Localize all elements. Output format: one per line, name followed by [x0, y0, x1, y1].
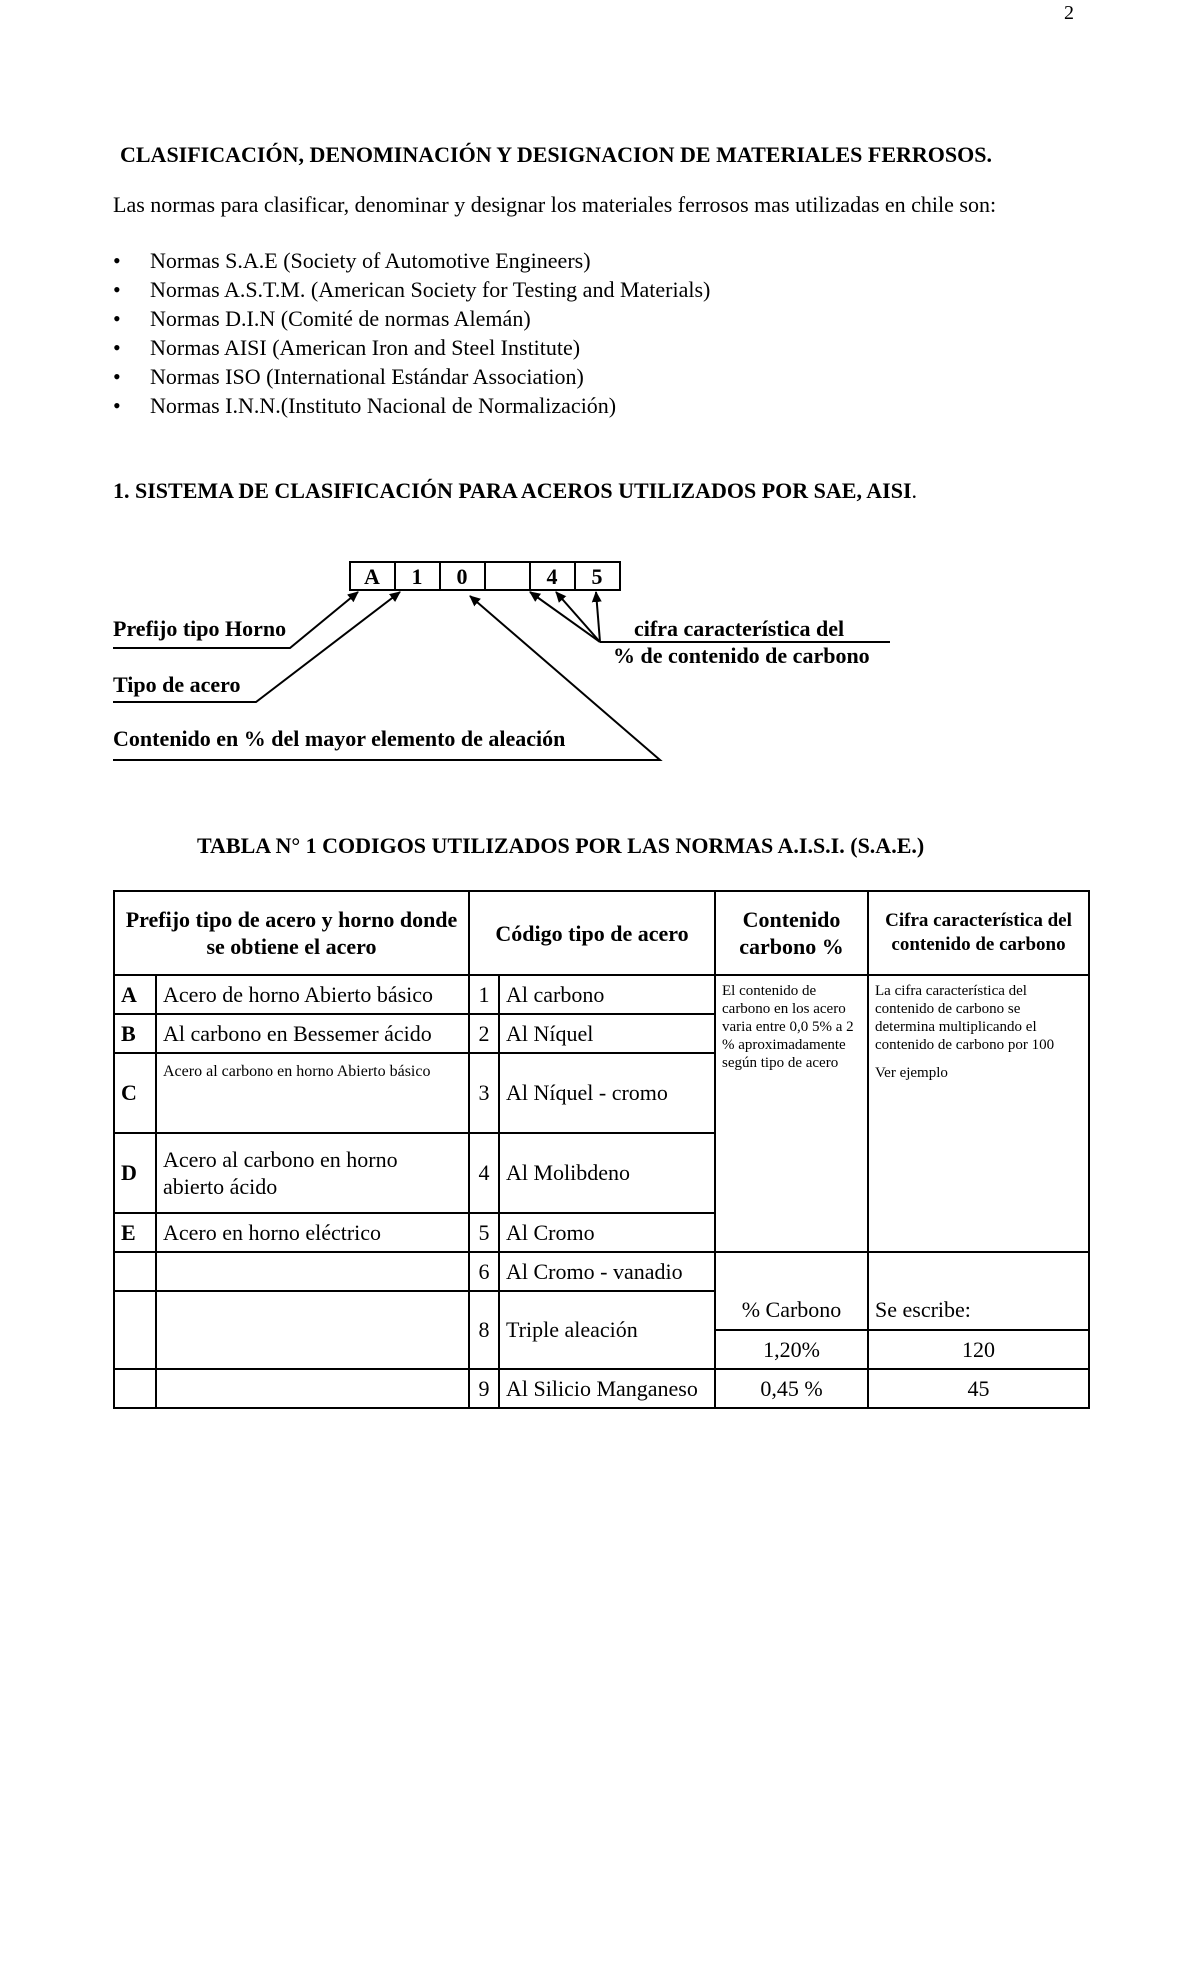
- row-prefijo: Acero de horno Abierto básico: [156, 975, 469, 1014]
- row-num: 3: [469, 1053, 499, 1133]
- cifra-arrow-1: [530, 592, 600, 642]
- row-prefijo: [156, 1369, 469, 1408]
- norm-text: Normas AISI (American Iron and Steel Institute): [150, 335, 581, 360]
- header-contenido: Contenido carbono %: [715, 891, 868, 975]
- row-letter: [114, 1291, 156, 1369]
- row-prefijo: Acero en horno eléctrico: [156, 1213, 469, 1252]
- example-carbono: 1,20%: [715, 1330, 868, 1369]
- header-cifra: Cifra característica del contenido de carbono: [868, 891, 1089, 975]
- codes-table: [113, 890, 1090, 1409]
- bullet-icon: •: [113, 335, 121, 360]
- label-cifra-1: cifra característica del: [634, 616, 845, 641]
- code-digit: 4: [546, 564, 558, 589]
- row-num: 1: [469, 975, 499, 1014]
- table-row: [114, 1291, 1089, 1330]
- row-letter: D: [114, 1133, 156, 1213]
- code-digit: 5: [591, 564, 603, 589]
- bullet-icon: •: [113, 306, 121, 331]
- header-prefijo: Prefijo tipo de acero y horno donde se obtiene el acero: [114, 891, 469, 975]
- bullet-icon: •: [113, 277, 121, 302]
- code-digit: 1: [411, 564, 423, 589]
- cifra-arrow-3: [596, 592, 600, 642]
- row-prefijo: Acero al carbono en horno abierto ácido: [156, 1133, 469, 1213]
- intro-paragraph: Las normas para clasificar, denominar y designar los materiales ferrosos mas utilizadas en chile son:: [113, 192, 997, 217]
- header-codigo: Código tipo de acero: [469, 891, 715, 975]
- cifra-arrow-2: [556, 592, 600, 642]
- norm-text: Normas A.S.T.M. (American Society for Testing and Materials): [150, 277, 711, 302]
- note-cifra-text: La cifra característica del contenido de carbono se determina multiplicando el contenido de carbono por 100: [875, 983, 1055, 1053]
- label-contenido: Contenido en % del mayor elemento de aleación: [113, 726, 566, 751]
- row-letter: B: [114, 1014, 156, 1053]
- code-box: [485, 562, 530, 590]
- example-escribe: 45: [868, 1369, 1089, 1408]
- row-codigo: Triple aleación: [499, 1291, 715, 1369]
- label-prefijo: Prefijo tipo Horno: [113, 616, 287, 641]
- code-boxes: [350, 562, 620, 590]
- note-cifra-example: Ver ejemplo: [875, 1065, 948, 1081]
- section-heading-text: 1. SISTEMA DE CLASIFICACIÓN PARA ACEROS UTILIZADOS POR SAE, AISI: [113, 478, 912, 503]
- norm-text: Normas D.I.N (Comité de normas Alemán): [150, 306, 531, 331]
- page-number: 2: [1064, 2, 1074, 24]
- empty-cell: [868, 1252, 1089, 1291]
- bullet-icon: •: [113, 393, 121, 418]
- document-title: CLASIFICACIÓN, DENOMINACIÓN Y DESIGNACION DE MATERIALES FERROSOS.: [120, 142, 992, 167]
- empty-cell: [715, 1252, 868, 1291]
- example-carbono: 0,45 %: [715, 1369, 868, 1408]
- code-digits: [364, 564, 602, 589]
- row-prefijo: [156, 1291, 469, 1369]
- row-num: 9: [469, 1369, 499, 1408]
- row-num: 6: [469, 1252, 499, 1291]
- row-num: 4: [469, 1133, 499, 1213]
- table-header-row: [114, 891, 1089, 975]
- row-codigo: Al carbono: [499, 975, 715, 1014]
- row-num: 2: [469, 1014, 499, 1053]
- row-prefijo: [156, 1252, 469, 1291]
- row-prefijo: Al carbono en Bessemer ácido: [156, 1014, 469, 1053]
- row-letter: E: [114, 1213, 156, 1252]
- label-tipo: Tipo de acero: [113, 672, 241, 697]
- note-cifra: [868, 975, 1089, 1252]
- row-letter: A: [114, 975, 156, 1014]
- row-prefijo: Acero al carbono en horno Abierto básico: [156, 1053, 469, 1133]
- example-header-escribe: Se escribe:: [868, 1291, 1089, 1330]
- row-codigo: Al Níquel - cromo: [499, 1053, 715, 1133]
- table-row: [114, 1369, 1089, 1408]
- code-digit: 0: [456, 564, 468, 589]
- norm-text: Normas S.A.E (Society of Automotive Engineers): [150, 248, 591, 273]
- example-header-carbono: % Carbono: [715, 1291, 868, 1330]
- row-letter: C: [114, 1053, 156, 1133]
- row-num: 5: [469, 1213, 499, 1252]
- row-codigo: Al Cromo: [499, 1213, 715, 1252]
- row-codigo: Al Cromo - vanadio: [499, 1252, 715, 1291]
- norm-text: Normas ISO (International Estándar Association): [150, 364, 584, 389]
- norm-text: Normas I.N.N.(Instituto Nacional de Normalización): [150, 393, 617, 418]
- bullet-icon: •: [113, 248, 121, 273]
- table-title: TABLA N° 1 CODIGOS UTILIZADOS POR LAS NORMAS A.I.S.I. (S.A.E.): [197, 833, 925, 858]
- row-letter: [114, 1369, 156, 1408]
- table-row: [114, 1252, 1089, 1291]
- note-contenido: El contenido de carbono en los acero varia entre 0,0 5% a 2 % aproximadamente según tipo de acero: [715, 975, 868, 1252]
- label-cifra-2: % de contenido de carbono: [613, 643, 870, 668]
- table-row: [114, 975, 1089, 1014]
- row-letter: [114, 1252, 156, 1291]
- row-codigo: Al Molibdeno: [499, 1133, 715, 1213]
- example-escribe: 120: [868, 1330, 1089, 1369]
- row-codigo: Al Silicio Manganeso: [499, 1369, 715, 1408]
- row-codigo: Al Níquel: [499, 1014, 715, 1053]
- code-digit: A: [364, 564, 380, 589]
- bullet-icon: •: [113, 364, 121, 389]
- row-num: 8: [469, 1291, 499, 1369]
- section-heading-period: .: [911, 478, 917, 503]
